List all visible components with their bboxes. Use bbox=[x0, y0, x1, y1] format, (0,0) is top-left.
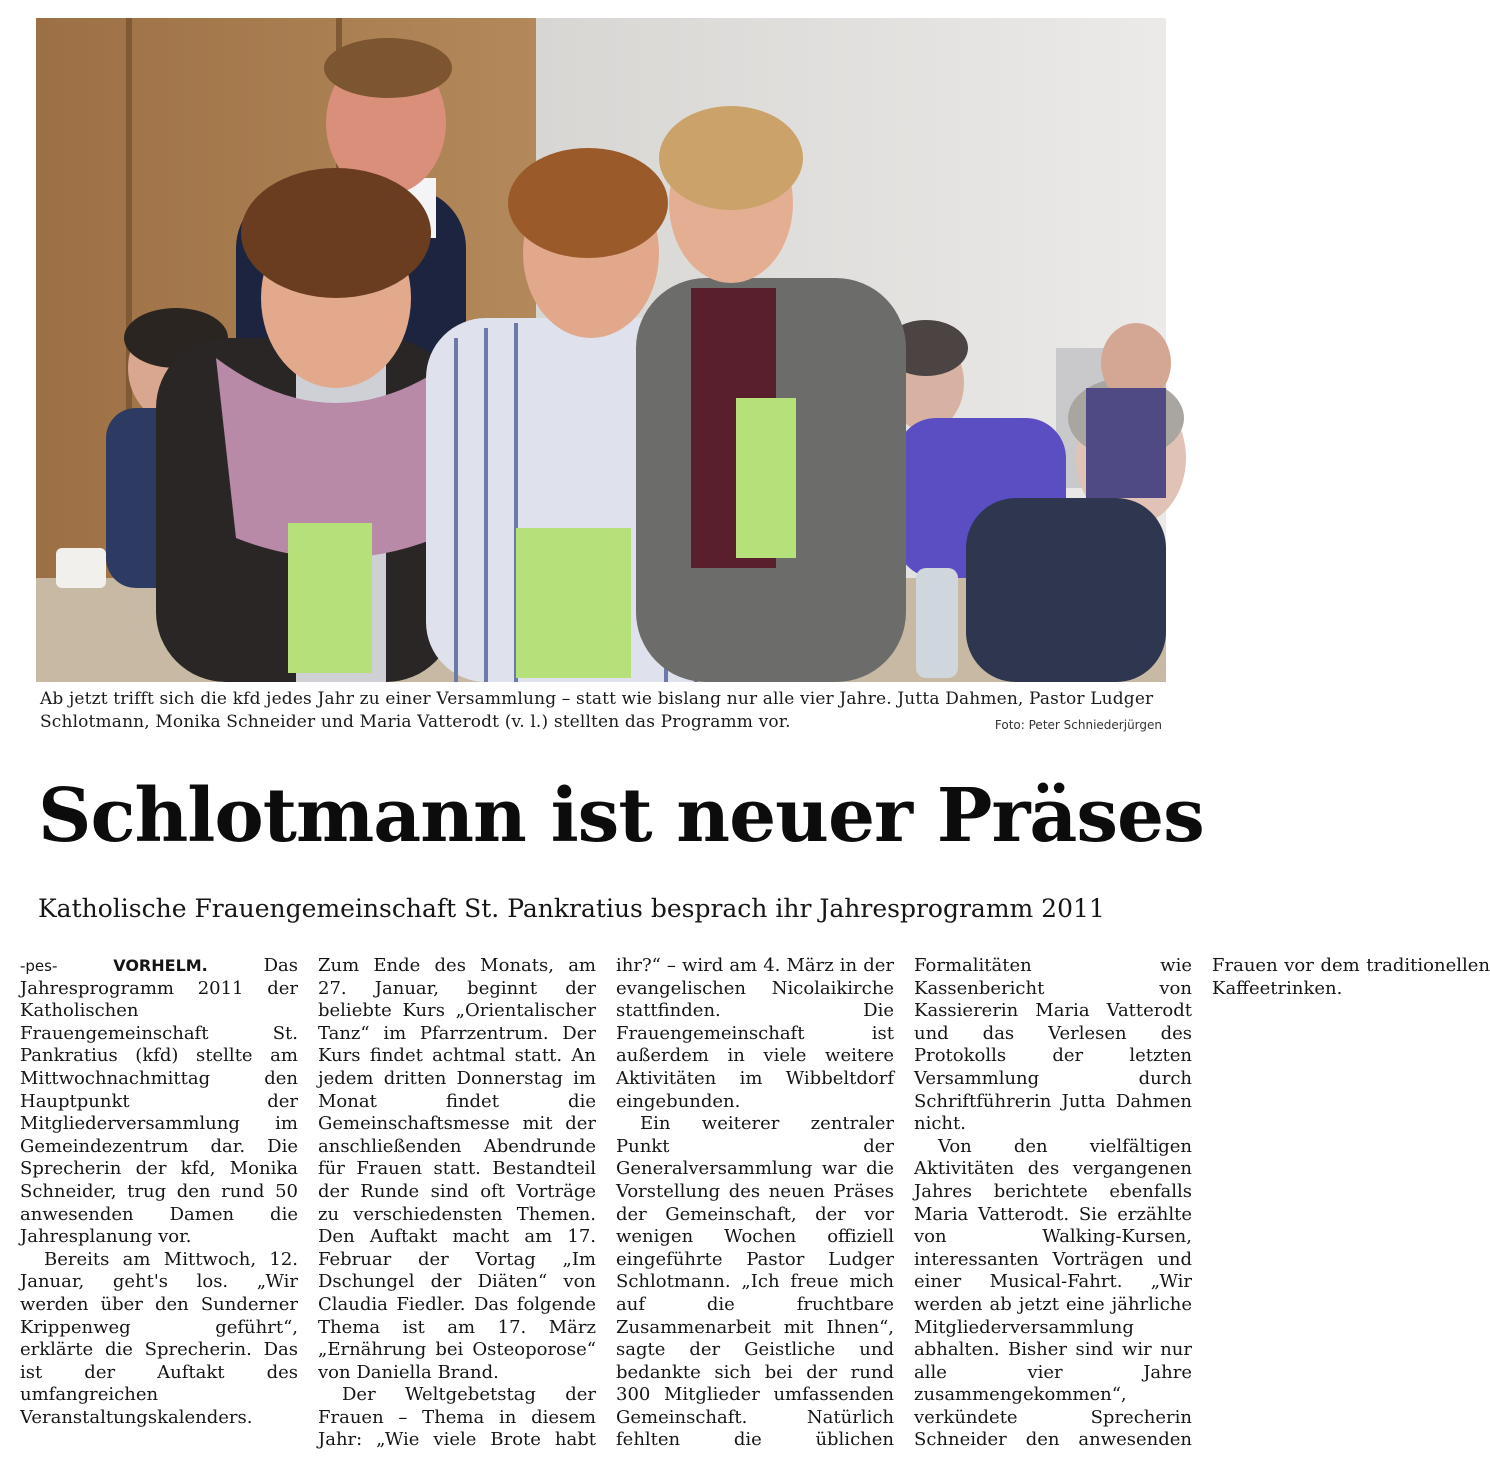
photo-caption: Ab jetzt trifft sich die kfd jedes Jahr zu einer Versammlung – statt wie bislang nur alle vier Jahre. Jutta Dahmen, Pastor Ludger Schlotmann, Monika Schneider und Maria Vatterodt (v. l.) stellten das Programm vor. bbox=[40, 689, 1154, 732]
article-paragraph-2: Bereits am Mittwoch, 12. Januar, geht's los. „Wir werden über den Sunderner Krippenweg geführt“, erklärte die Sprecherin. Das ist der Auftakt des umfangreichen Veranstaltungskalenders. bbox=[20, 1248, 298, 1428]
author-tag: -pes- bbox=[20, 957, 58, 975]
article-paragraph-3: Zum Ende des Monats, am 27. Januar, beginnt der beliebte Kurs „Orientalischer Tanz“ im Pfarrzentrum. Der Kurs findet achtmal statt. An jedem dritten Donnerstag im Monat findet die Gemeinschaftsmesse mit der anschließenden Abendrunde für Frauen statt. Bestandteil der Runde sind oft Vorträge zu verschiedensten Themen. Den Auftakt macht am 17. Februar der Vortag „Im Dschungel der Diäten“ von Claudia Fiedler. Das folgende Thema ist am 17. März „Ernährung bei Osteoporose“ von Daniella Brand. bbox=[318, 955, 596, 1383]
subheadline: Katholische Frauengemeinschaft St. Pankratius besprach ihr Jahresprogramm 2011 bbox=[38, 894, 1105, 923]
group-photo-icon bbox=[36, 18, 1166, 682]
dateline: VORHELM. bbox=[113, 956, 208, 975]
article-paragraph-4: Der Weltgebetstag der Frauen – Thema in diesem Jahr: „Wie viele Brote habt ihr?“ – wird am 4. März in der evangelischen Nicolaikirche stattfinden. Die Frauengemeinschaft ist außerdem in viele weitere Aktivitäten im Wibbeltdorf eingebunden. bbox=[318, 955, 894, 1451]
article-photo bbox=[36, 18, 1166, 682]
article-body bbox=[20, 955, 1490, 1465]
photo-credit: Foto: Peter Schniederjürgen bbox=[994, 718, 1162, 732]
article-paragraph-5: Ein weiterer zentraler Punkt der Generalversammlung war die Vorstellung des neuen Präses der Gemeinschaft, der vor wenigen Wochen offiziell eingeführte Pastor Ludger Schlotmann. „Ich freue mich auf die fruchtbare Zusammenarbeit mit Ihnen“, sagte der Geistliche und bedankte sich bei der rund 300 Mitglieder umfassenden Gemeinschaft. Natürlich fehlten die üblichen Formalitäten wie Kassenbericht von Kassiererin Maria Vatterodt und das Verlesen des Protokolls der letzten Versammlung durch Schriftführerin Jutta Dahmen nicht. bbox=[616, 955, 1192, 1451]
headline: Schlotmann ist neuer Präses bbox=[38, 773, 1204, 859]
paragraph-text: Das Jahresprogramm 2011 der Katholischen Frauengemeinschaft St. Pankratius (kfd) stellte am Mittwochnachmittag den Hauptpunkt der Mitgliederversammlung im Gemeindezentrum dar. Die Sprecherin der kfd, Monika Schneider, trug den rund 50 anwesenden Damen die Jahresplanung vor. bbox=[20, 955, 298, 1248]
article-paragraph-1 bbox=[20, 955, 298, 1249]
article-paragraph-6: Von den vielfältigen Aktivitäten des vergangenen Jahres berichtete ebenfalls Maria Vatterodt. Sie erzählte von Walking-Kursen, interessanten Vorträgen und einer Musical-Fahrt. „Wir werden ab jetzt eine jährliche Mitgliederversammlung abhalten. Bisher sind wir nur alle vier Jahre zusammengekommen“, verkündete Sprecherin Schneider den anwesenden Frauen vor dem traditionellen Kaffeetrinken. bbox=[914, 955, 1490, 1451]
